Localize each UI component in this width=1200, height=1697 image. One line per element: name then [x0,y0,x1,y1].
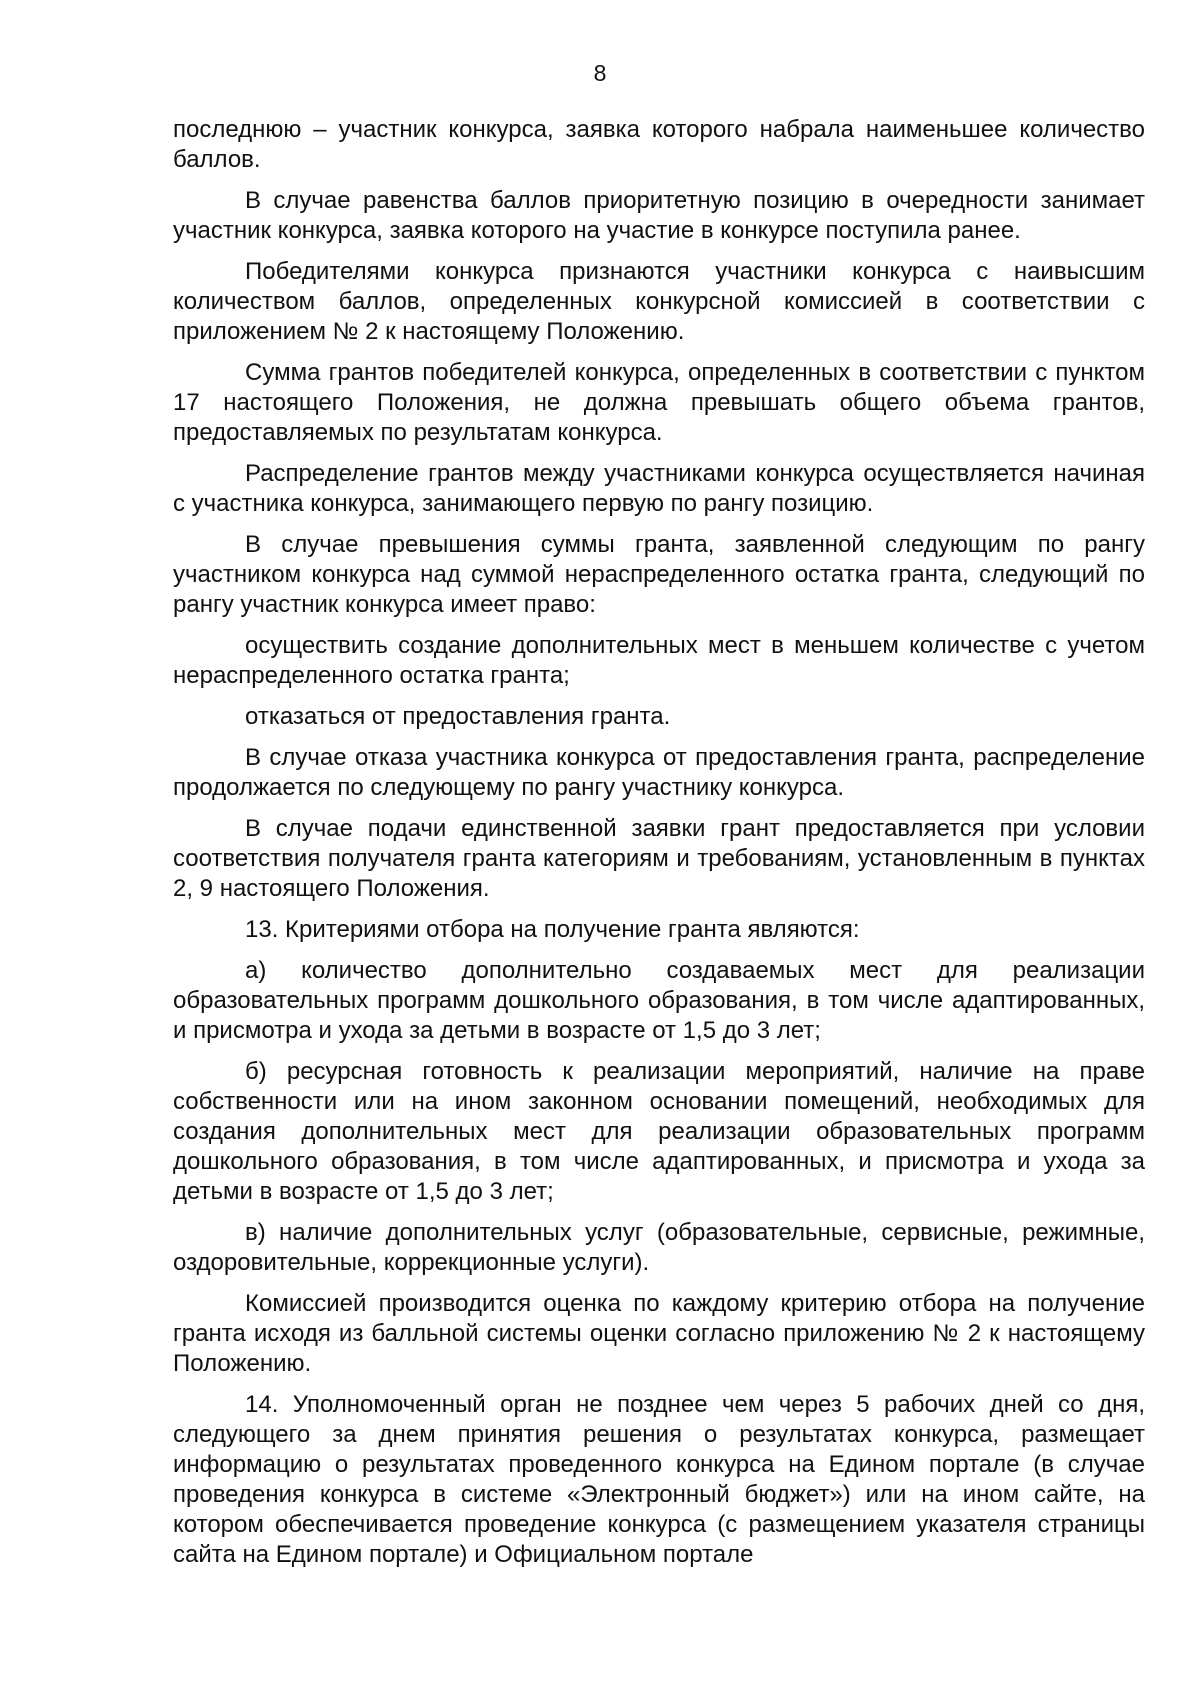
paragraph: Победителями конкурса признаются участники конкурса с наивысшим количеством баллов, определенных конкурсной комиссией в соответствии с приложением № 2 к настоящему Положению. [173,258,1145,345]
paragraph: осуществить создание дополнительных мест в меньшем количестве с учетом нераспределенного остатка гранта; [173,632,1145,689]
paragraph: Распределение грантов между участниками конкурса осуществляется начиная с участника конкурса, занимающего первую по рангу позицию. [173,460,1145,517]
paragraph: отказаться от предоставления гранта. [245,703,671,730]
paragraph: В случае равенства баллов приоритетную позицию в очередности занимает участник конкурса, заявка которого на участие в конкурсе поступила ранее. [173,187,1145,244]
paragraph: Комиссией производится оценка по каждому критерию отбора на получение гранта исходя из балльной системы оценки согласно приложению № 2 к настоящему Положению. [173,1290,1145,1377]
paragraph: В случае превышения суммы гранта, заявленной следующим по рангу участником конкурса над суммой нераспределенного остатка гранта, следующий по рангу участник конкурса имеет право: [173,531,1145,618]
document-body [173,115,1145,1581]
paragraph: В случае подачи единственной заявки грант предоставляется при условии соответствия получателя гранта категориям и требованиям, установленным в пунктах 2, 9 настоящего Положения. [173,815,1145,902]
paragraph: 13. Критериями отбора на получение гранта являются: [245,916,860,943]
page-number: 8 [593,60,607,86]
paragraph: Сумма грантов победителей конкурса, определенных в соответствии с пунктом 17 настоящего Положения, не должна превышать общего объема грантов, предоставляемых по результатам конкурса. [173,359,1145,446]
paragraph: а) количество дополнительно создаваемых мест для реализации образовательных программ дошкольного образования, в том числе адаптированных, и присмотра и ухода за детьми в возрасте от 1,5 до 3 лет; [173,957,1145,1044]
paragraph: 14. Уполномоченный орган не позднее чем через 5 рабочих дней со дня, следующего за днем принятия решения о результатах конкурса, размещает информацию о результатах проведенного конкурса на Едином портале (в случае проведения конкурса в системе «Электронный бюджет») или на ином сайте, на котором обеспечивается проведение конкурса (с размещением указателя страницы сайта на Едином портале) и Официальном портале [173,1391,1145,1568]
paragraph: в) наличие дополнительных услуг (образовательные, сервисные, режимные, оздоровительные, коррекционные услуги). [173,1219,1145,1276]
paragraph: последнюю – участник конкурса, заявка которого набрала наименьшее количество баллов. [173,116,1145,173]
paragraph: В случае отказа участника конкурса от предоставления гранта, распределение продолжается по следующему по рангу участнику конкурса. [173,744,1145,801]
paragraph: б) ресурсная готовность к реализации мероприятий, наличие на праве собственности или на ином законном основании помещений, необходимых для создания дополнительных мест для реализации образовательных программ дошкольного образования, в том числе адаптированных, и присмотра и ухода за детьми в возрасте от 1,5 до 3 лет; [173,1058,1145,1205]
